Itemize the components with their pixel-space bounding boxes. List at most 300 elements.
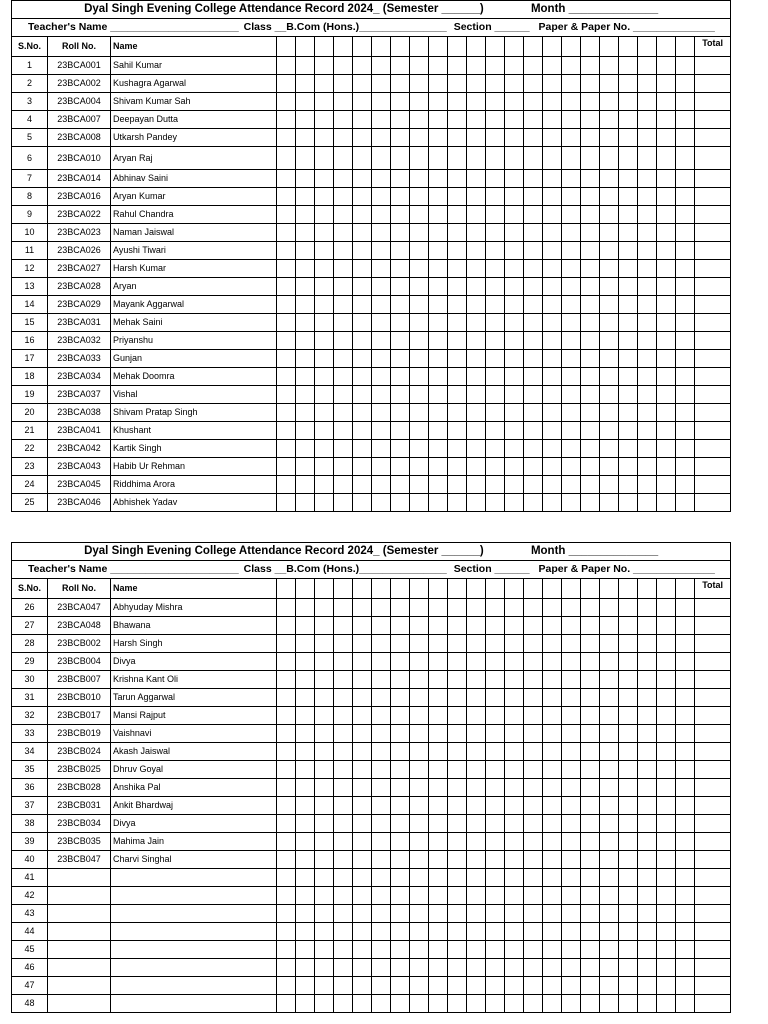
attendance-mark-cell[interactable] xyxy=(391,458,410,476)
attendance-mark-cell[interactable] xyxy=(410,111,429,129)
attendance-mark-cell[interactable] xyxy=(638,147,657,170)
attendance-mark-cell[interactable] xyxy=(619,332,638,350)
attendance-mark-cell[interactable] xyxy=(505,350,524,368)
attendance-mark-cell[interactable] xyxy=(429,671,448,689)
attendance-mark-cell[interactable] xyxy=(391,977,410,995)
attendance-mark-cell[interactable] xyxy=(467,368,486,386)
attendance-mark-cell[interactable] xyxy=(600,147,619,170)
attendance-mark-cell[interactable] xyxy=(410,242,429,260)
attendance-mark-cell[interactable] xyxy=(543,75,562,93)
attendance-mark-cell[interactable] xyxy=(619,206,638,224)
attendance-mark-cell[interactable] xyxy=(429,869,448,887)
total-cell[interactable] xyxy=(695,671,731,689)
attendance-mark-cell[interactable] xyxy=(429,206,448,224)
attendance-mark-cell[interactable] xyxy=(486,779,505,797)
attendance-mark-cell[interactable] xyxy=(391,635,410,653)
attendance-mark-cell[interactable] xyxy=(353,725,372,743)
attendance-mark-cell[interactable] xyxy=(334,869,353,887)
attendance-mark-cell[interactable] xyxy=(448,278,467,296)
attendance-mark-cell[interactable] xyxy=(638,111,657,129)
attendance-mark-cell[interactable] xyxy=(277,689,296,707)
attendance-mark-cell[interactable] xyxy=(638,129,657,147)
attendance-mark-cell[interactable] xyxy=(448,332,467,350)
attendance-mark-cell[interactable] xyxy=(448,129,467,147)
attendance-mark-cell[interactable] xyxy=(505,707,524,725)
attendance-mark-cell[interactable] xyxy=(467,170,486,188)
attendance-mark-cell[interactable] xyxy=(296,815,315,833)
attendance-mark-cell[interactable] xyxy=(638,170,657,188)
attendance-mark-cell[interactable] xyxy=(524,206,543,224)
attendance-mark-cell[interactable] xyxy=(410,617,429,635)
attendance-mark-cell[interactable] xyxy=(619,147,638,170)
attendance-mark-cell[interactable] xyxy=(353,833,372,851)
attendance-mark-cell[interactable] xyxy=(448,422,467,440)
attendance-mark-cell[interactable] xyxy=(600,386,619,404)
attendance-mark-cell[interactable] xyxy=(467,206,486,224)
attendance-mark-cell[interactable] xyxy=(391,869,410,887)
attendance-mark-cell[interactable] xyxy=(486,111,505,129)
attendance-mark-cell[interactable] xyxy=(334,260,353,278)
attendance-mark-cell[interactable] xyxy=(543,422,562,440)
attendance-mark-cell[interactable] xyxy=(315,147,334,170)
attendance-mark-cell[interactable] xyxy=(562,599,581,617)
attendance-mark-cell[interactable] xyxy=(600,458,619,476)
attendance-mark-cell[interactable] xyxy=(391,995,410,1013)
attendance-mark-cell[interactable] xyxy=(562,905,581,923)
attendance-mark-cell[interactable] xyxy=(372,278,391,296)
attendance-mark-cell[interactable] xyxy=(657,224,676,242)
attendance-mark-cell[interactable] xyxy=(638,995,657,1013)
attendance-mark-cell[interactable] xyxy=(372,761,391,779)
attendance-mark-cell[interactable] xyxy=(334,242,353,260)
attendance-mark-cell[interactable] xyxy=(524,779,543,797)
attendance-mark-cell[interactable] xyxy=(543,869,562,887)
attendance-mark-cell[interactable] xyxy=(619,959,638,977)
attendance-mark-cell[interactable] xyxy=(334,440,353,458)
attendance-mark-cell[interactable] xyxy=(277,635,296,653)
attendance-mark-cell[interactable] xyxy=(334,797,353,815)
attendance-mark-cell[interactable] xyxy=(657,761,676,779)
attendance-mark-cell[interactable] xyxy=(486,635,505,653)
total-cell[interactable] xyxy=(695,206,731,224)
attendance-mark-cell[interactable] xyxy=(505,75,524,93)
attendance-mark-cell[interactable] xyxy=(410,995,429,1013)
attendance-mark-cell[interactable] xyxy=(372,350,391,368)
attendance-mark-cell[interactable] xyxy=(372,75,391,93)
attendance-mark-cell[interactable] xyxy=(562,260,581,278)
total-cell[interactable] xyxy=(695,617,731,635)
attendance-mark-cell[interactable] xyxy=(619,170,638,188)
attendance-mark-cell[interactable] xyxy=(296,671,315,689)
attendance-mark-cell[interactable] xyxy=(486,707,505,725)
attendance-mark-cell[interactable] xyxy=(467,959,486,977)
attendance-mark-cell[interactable] xyxy=(353,797,372,815)
attendance-mark-cell[interactable] xyxy=(353,476,372,494)
attendance-mark-cell[interactable] xyxy=(372,995,391,1013)
attendance-mark-cell[interactable] xyxy=(486,905,505,923)
attendance-mark-cell[interactable] xyxy=(676,75,695,93)
attendance-mark-cell[interactable] xyxy=(657,815,676,833)
attendance-mark-cell[interactable] xyxy=(410,386,429,404)
attendance-mark-cell[interactable] xyxy=(638,725,657,743)
attendance-mark-cell[interactable] xyxy=(600,75,619,93)
attendance-mark-cell[interactable] xyxy=(277,332,296,350)
attendance-mark-cell[interactable] xyxy=(676,653,695,671)
attendance-mark-cell[interactable] xyxy=(296,635,315,653)
attendance-mark-cell[interactable] xyxy=(543,743,562,761)
attendance-mark-cell[interactable] xyxy=(448,75,467,93)
attendance-mark-cell[interactable] xyxy=(600,635,619,653)
paper-field[interactable]: Paper & Paper No. ______________ xyxy=(538,21,715,34)
attendance-mark-cell[interactable] xyxy=(391,422,410,440)
attendance-mark-cell[interactable] xyxy=(429,617,448,635)
attendance-mark-cell[interactable] xyxy=(296,995,315,1013)
attendance-mark-cell[interactable] xyxy=(486,260,505,278)
total-cell[interactable] xyxy=(695,476,731,494)
attendance-mark-cell[interactable] xyxy=(296,617,315,635)
teacher-name-field[interactable]: Teacher's Name ______________________ xyxy=(28,563,239,576)
attendance-mark-cell[interactable] xyxy=(429,129,448,147)
attendance-mark-cell[interactable] xyxy=(277,224,296,242)
total-cell[interactable] xyxy=(695,494,731,512)
attendance-mark-cell[interactable] xyxy=(657,617,676,635)
attendance-mark-cell[interactable] xyxy=(581,725,600,743)
attendance-mark-cell[interactable] xyxy=(467,671,486,689)
attendance-mark-cell[interactable] xyxy=(372,689,391,707)
attendance-mark-cell[interactable] xyxy=(600,260,619,278)
attendance-mark-cell[interactable] xyxy=(581,170,600,188)
total-cell[interactable] xyxy=(695,833,731,851)
attendance-mark-cell[interactable] xyxy=(524,476,543,494)
attendance-mark-cell[interactable] xyxy=(581,869,600,887)
attendance-mark-cell[interactable] xyxy=(524,869,543,887)
attendance-mark-cell[interactable] xyxy=(562,206,581,224)
attendance-mark-cell[interactable] xyxy=(353,170,372,188)
attendance-mark-cell[interactable] xyxy=(543,995,562,1013)
attendance-mark-cell[interactable] xyxy=(296,869,315,887)
attendance-mark-cell[interactable] xyxy=(410,75,429,93)
attendance-mark-cell[interactable] xyxy=(429,725,448,743)
attendance-mark-cell[interactable] xyxy=(353,93,372,111)
attendance-mark-cell[interactable] xyxy=(467,635,486,653)
total-cell[interactable] xyxy=(695,314,731,332)
attendance-mark-cell[interactable] xyxy=(676,422,695,440)
attendance-mark-cell[interactable] xyxy=(524,977,543,995)
attendance-mark-cell[interactable] xyxy=(543,314,562,332)
attendance-mark-cell[interactable] xyxy=(543,941,562,959)
attendance-mark-cell[interactable] xyxy=(657,368,676,386)
attendance-mark-cell[interactable] xyxy=(505,923,524,941)
attendance-mark-cell[interactable] xyxy=(334,332,353,350)
attendance-mark-cell[interactable] xyxy=(619,635,638,653)
attendance-mark-cell[interactable] xyxy=(315,332,334,350)
attendance-mark-cell[interactable] xyxy=(486,761,505,779)
attendance-mark-cell[interactable] xyxy=(334,404,353,422)
attendance-mark-cell[interactable] xyxy=(657,350,676,368)
attendance-mark-cell[interactable] xyxy=(619,350,638,368)
attendance-mark-cell[interactable] xyxy=(524,75,543,93)
attendance-mark-cell[interactable] xyxy=(391,905,410,923)
attendance-mark-cell[interactable] xyxy=(353,224,372,242)
attendance-mark-cell[interactable] xyxy=(505,404,524,422)
attendance-mark-cell[interactable] xyxy=(543,689,562,707)
attendance-mark-cell[interactable] xyxy=(372,260,391,278)
attendance-mark-cell[interactable] xyxy=(543,206,562,224)
attendance-mark-cell[interactable] xyxy=(600,599,619,617)
attendance-mark-cell[interactable] xyxy=(296,743,315,761)
attendance-mark-cell[interactable] xyxy=(391,188,410,206)
attendance-mark-cell[interactable] xyxy=(315,617,334,635)
attendance-mark-cell[interactable] xyxy=(296,923,315,941)
attendance-mark-cell[interactable] xyxy=(638,599,657,617)
attendance-mark-cell[interactable] xyxy=(372,905,391,923)
attendance-mark-cell[interactable] xyxy=(353,707,372,725)
attendance-mark-cell[interactable] xyxy=(581,386,600,404)
attendance-mark-cell[interactable] xyxy=(676,599,695,617)
attendance-mark-cell[interactable] xyxy=(581,188,600,206)
attendance-mark-cell[interactable] xyxy=(277,797,296,815)
attendance-mark-cell[interactable] xyxy=(657,147,676,170)
attendance-mark-cell[interactable] xyxy=(657,707,676,725)
attendance-mark-cell[interactable] xyxy=(429,57,448,75)
attendance-mark-cell[interactable] xyxy=(600,206,619,224)
attendance-mark-cell[interactable] xyxy=(296,476,315,494)
attendance-mark-cell[interactable] xyxy=(619,599,638,617)
attendance-mark-cell[interactable] xyxy=(391,494,410,512)
attendance-mark-cell[interactable] xyxy=(467,404,486,422)
attendance-mark-cell[interactable] xyxy=(581,350,600,368)
total-cell[interactable] xyxy=(695,941,731,959)
attendance-mark-cell[interactable] xyxy=(619,278,638,296)
attendance-mark-cell[interactable] xyxy=(619,440,638,458)
attendance-mark-cell[interactable] xyxy=(600,170,619,188)
attendance-mark-cell[interactable] xyxy=(600,404,619,422)
attendance-mark-cell[interactable] xyxy=(391,941,410,959)
attendance-mark-cell[interactable] xyxy=(429,368,448,386)
attendance-mark-cell[interactable] xyxy=(277,386,296,404)
attendance-mark-cell[interactable] xyxy=(676,57,695,75)
attendance-mark-cell[interactable] xyxy=(486,350,505,368)
attendance-mark-cell[interactable] xyxy=(600,296,619,314)
attendance-mark-cell[interactable] xyxy=(619,314,638,332)
attendance-mark-cell[interactable] xyxy=(448,941,467,959)
attendance-mark-cell[interactable] xyxy=(334,494,353,512)
attendance-mark-cell[interactable] xyxy=(429,350,448,368)
attendance-mark-cell[interactable] xyxy=(562,332,581,350)
attendance-mark-cell[interactable] xyxy=(296,653,315,671)
attendance-mark-cell[interactable] xyxy=(448,923,467,941)
total-cell[interactable] xyxy=(695,707,731,725)
attendance-mark-cell[interactable] xyxy=(676,779,695,797)
attendance-mark-cell[interactable] xyxy=(448,635,467,653)
attendance-mark-cell[interactable] xyxy=(657,941,676,959)
attendance-mark-cell[interactable] xyxy=(638,617,657,635)
attendance-mark-cell[interactable] xyxy=(600,368,619,386)
attendance-mark-cell[interactable] xyxy=(619,57,638,75)
attendance-mark-cell[interactable] xyxy=(410,797,429,815)
attendance-mark-cell[interactable] xyxy=(562,350,581,368)
attendance-mark-cell[interactable] xyxy=(296,350,315,368)
attendance-mark-cell[interactable] xyxy=(410,368,429,386)
attendance-mark-cell[interactable] xyxy=(429,635,448,653)
attendance-mark-cell[interactable] xyxy=(277,707,296,725)
attendance-mark-cell[interactable] xyxy=(353,887,372,905)
total-cell[interactable] xyxy=(695,260,731,278)
attendance-mark-cell[interactable] xyxy=(372,851,391,869)
attendance-mark-cell[interactable] xyxy=(296,129,315,147)
attendance-mark-cell[interactable] xyxy=(486,93,505,111)
attendance-mark-cell[interactable] xyxy=(657,635,676,653)
attendance-mark-cell[interactable] xyxy=(543,833,562,851)
attendance-mark-cell[interactable] xyxy=(676,887,695,905)
attendance-mark-cell[interactable] xyxy=(277,923,296,941)
attendance-mark-cell[interactable] xyxy=(315,242,334,260)
attendance-mark-cell[interactable] xyxy=(505,494,524,512)
attendance-mark-cell[interactable] xyxy=(277,779,296,797)
attendance-mark-cell[interactable] xyxy=(619,977,638,995)
attendance-mark-cell[interactable] xyxy=(315,941,334,959)
attendance-mark-cell[interactable] xyxy=(410,314,429,332)
attendance-mark-cell[interactable] xyxy=(334,671,353,689)
attendance-mark-cell[interactable] xyxy=(562,404,581,422)
attendance-mark-cell[interactable] xyxy=(562,941,581,959)
attendance-mark-cell[interactable] xyxy=(638,815,657,833)
attendance-mark-cell[interactable] xyxy=(562,440,581,458)
attendance-mark-cell[interactable] xyxy=(486,75,505,93)
attendance-mark-cell[interactable] xyxy=(334,224,353,242)
attendance-mark-cell[interactable] xyxy=(676,386,695,404)
attendance-mark-cell[interactable] xyxy=(448,494,467,512)
attendance-mark-cell[interactable] xyxy=(505,617,524,635)
attendance-mark-cell[interactable] xyxy=(543,111,562,129)
attendance-mark-cell[interactable] xyxy=(277,206,296,224)
total-cell[interactable] xyxy=(695,689,731,707)
attendance-mark-cell[interactable] xyxy=(334,617,353,635)
attendance-mark-cell[interactable] xyxy=(429,977,448,995)
attendance-mark-cell[interactable] xyxy=(353,779,372,797)
class-field[interactable]: Class __B.Com (Hons.)_______________ xyxy=(243,21,447,34)
attendance-mark-cell[interactable] xyxy=(562,653,581,671)
attendance-mark-cell[interactable] xyxy=(562,707,581,725)
attendance-mark-cell[interactable] xyxy=(543,887,562,905)
attendance-mark-cell[interactable] xyxy=(429,653,448,671)
attendance-mark-cell[interactable] xyxy=(505,599,524,617)
attendance-mark-cell[interactable] xyxy=(600,242,619,260)
attendance-mark-cell[interactable] xyxy=(467,977,486,995)
attendance-mark-cell[interactable] xyxy=(676,671,695,689)
attendance-mark-cell[interactable] xyxy=(429,689,448,707)
attendance-mark-cell[interactable] xyxy=(467,242,486,260)
attendance-mark-cell[interactable] xyxy=(372,458,391,476)
attendance-mark-cell[interactable] xyxy=(600,977,619,995)
attendance-mark-cell[interactable] xyxy=(448,725,467,743)
attendance-mark-cell[interactable] xyxy=(486,278,505,296)
attendance-mark-cell[interactable] xyxy=(562,995,581,1013)
attendance-mark-cell[interactable] xyxy=(505,743,524,761)
attendance-mark-cell[interactable] xyxy=(296,368,315,386)
attendance-mark-cell[interactable] xyxy=(334,707,353,725)
attendance-mark-cell[interactable] xyxy=(505,905,524,923)
attendance-mark-cell[interactable] xyxy=(296,206,315,224)
attendance-mark-cell[interactable] xyxy=(581,224,600,242)
attendance-mark-cell[interactable] xyxy=(448,707,467,725)
attendance-mark-cell[interactable] xyxy=(334,476,353,494)
attendance-mark-cell[interactable] xyxy=(296,296,315,314)
total-cell[interactable] xyxy=(695,296,731,314)
attendance-mark-cell[interactable] xyxy=(581,422,600,440)
attendance-mark-cell[interactable] xyxy=(429,147,448,170)
attendance-mark-cell[interactable] xyxy=(372,476,391,494)
attendance-mark-cell[interactable] xyxy=(410,923,429,941)
attendance-mark-cell[interactable] xyxy=(448,977,467,995)
attendance-mark-cell[interactable] xyxy=(600,869,619,887)
attendance-mark-cell[interactable] xyxy=(638,188,657,206)
attendance-mark-cell[interactable] xyxy=(467,129,486,147)
attendance-mark-cell[interactable] xyxy=(600,129,619,147)
attendance-mark-cell[interactable] xyxy=(524,147,543,170)
attendance-mark-cell[interactable] xyxy=(524,242,543,260)
total-cell[interactable] xyxy=(695,93,731,111)
attendance-mark-cell[interactable] xyxy=(600,278,619,296)
attendance-mark-cell[interactable] xyxy=(410,458,429,476)
attendance-mark-cell[interactable] xyxy=(391,887,410,905)
attendance-mark-cell[interactable] xyxy=(676,851,695,869)
attendance-mark-cell[interactable] xyxy=(486,404,505,422)
attendance-mark-cell[interactable] xyxy=(638,224,657,242)
attendance-mark-cell[interactable] xyxy=(296,440,315,458)
attendance-mark-cell[interactable] xyxy=(410,725,429,743)
attendance-mark-cell[interactable] xyxy=(391,260,410,278)
attendance-mark-cell[interactable] xyxy=(486,314,505,332)
attendance-mark-cell[interactable] xyxy=(277,599,296,617)
attendance-mark-cell[interactable] xyxy=(277,941,296,959)
attendance-mark-cell[interactable] xyxy=(486,923,505,941)
attendance-mark-cell[interactable] xyxy=(638,707,657,725)
attendance-mark-cell[interactable] xyxy=(581,851,600,869)
attendance-mark-cell[interactable] xyxy=(581,599,600,617)
attendance-mark-cell[interactable] xyxy=(334,959,353,977)
attendance-mark-cell[interactable] xyxy=(353,959,372,977)
attendance-mark-cell[interactable] xyxy=(581,653,600,671)
attendance-mark-cell[interactable] xyxy=(372,296,391,314)
attendance-mark-cell[interactable] xyxy=(562,422,581,440)
attendance-mark-cell[interactable] xyxy=(429,404,448,422)
attendance-mark-cell[interactable] xyxy=(581,242,600,260)
attendance-mark-cell[interactable] xyxy=(315,93,334,111)
attendance-mark-cell[interactable] xyxy=(581,815,600,833)
attendance-mark-cell[interactable] xyxy=(448,815,467,833)
attendance-mark-cell[interactable] xyxy=(391,743,410,761)
attendance-mark-cell[interactable] xyxy=(372,617,391,635)
total-cell[interactable] xyxy=(695,75,731,93)
attendance-mark-cell[interactable] xyxy=(638,368,657,386)
attendance-mark-cell[interactable] xyxy=(372,833,391,851)
attendance-mark-cell[interactable] xyxy=(581,440,600,458)
attendance-mark-cell[interactable] xyxy=(562,851,581,869)
attendance-mark-cell[interactable] xyxy=(448,905,467,923)
attendance-mark-cell[interactable] xyxy=(429,599,448,617)
attendance-mark-cell[interactable] xyxy=(562,296,581,314)
attendance-mark-cell[interactable] xyxy=(619,188,638,206)
attendance-mark-cell[interactable] xyxy=(581,260,600,278)
attendance-mark-cell[interactable] xyxy=(562,617,581,635)
attendance-mark-cell[interactable] xyxy=(372,188,391,206)
attendance-mark-cell[interactable] xyxy=(315,761,334,779)
attendance-mark-cell[interactable] xyxy=(600,833,619,851)
attendance-mark-cell[interactable] xyxy=(296,260,315,278)
attendance-mark-cell[interactable] xyxy=(429,242,448,260)
attendance-mark-cell[interactable] xyxy=(391,689,410,707)
